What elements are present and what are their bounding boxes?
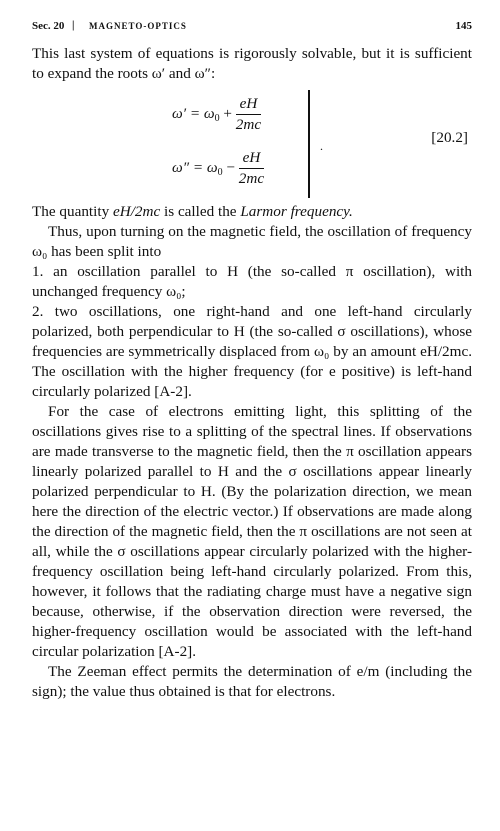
splitting-paragraph: Thus, upon turning on the magnetic field, the oscillation of frequency ω₀ has been split into — [32, 223, 472, 260]
plus-sign: + — [223, 104, 232, 122]
equation-20-2 — [32, 84, 472, 202]
fraction-1 — [236, 94, 261, 135]
page-body — [32, 44, 472, 702]
omega-subscript-2: 0 — [217, 166, 223, 178]
equation-lhs-2: ω″ = ω — [172, 158, 218, 176]
fraction-2 — [239, 148, 264, 189]
larmor-text-2: is called the — [160, 203, 241, 220]
fraction-numerator-2: eH — [239, 148, 264, 169]
fraction-denominator-1: 2mc — [235, 116, 262, 133]
equation-number: [20.2] — [431, 129, 468, 146]
header-divider: | — [72, 19, 75, 31]
larmor-text-1: The quantity — [32, 203, 113, 220]
section-label: Sec. 20 — [32, 20, 65, 32]
running-header — [32, 20, 472, 38]
list-item-2: 2. two oscillations, one right-hand and one left-hand circularly polarized, both perpendicular to H (the so-called σ oscillations), whose frequencies are symmetrically displaced from ω₀ by an amount eH/2mc. The oscillation with the higher frequency (for e positive) is left-hand circularly polarized [A-2]. — [32, 303, 472, 400]
larmor-formula: eH/2mc — [112, 203, 161, 220]
equation-brace — [308, 90, 310, 198]
minus-sign: − — [226, 158, 235, 176]
larmor-paragraph — [32, 202, 472, 222]
electron-paragraph: For the case of electrons emitting light, this splitting of the oscillations gives rise to a splitting of the spectral lines. If observations are made transverse to the magnetic field, then the π oscillation appears linearly polarized parallel to H and the σ oscillations appear linearly polarized perpendicular to H. (By the polarization direction, we mean here the direction of the electric vector.) If observations are made along the direction of the magnetic field, then the π oscillations are not seen at all, while the σ oscillations appear circularly polarized with the higher-frequency oscillation being left-hand circularly polarized. From this, however, it follows that the radiating charge must have a negative sign because, otherwise, if the observation direction were reversed, the higher-frequency oscillation would be associated with the left-hand circular polarization [A-2]. — [32, 403, 472, 660]
larmor-term: Larmor frequency. — [240, 203, 353, 220]
zeeman-paragraph: The Zeeman effect permits the determination of e/m (including the sign); the value thus obtained is that for electrons. — [32, 663, 472, 700]
fraction-numerator-1: eH — [236, 94, 261, 115]
list-item-1: 1. an oscillation parallel to H (the so-called π oscillation), with unchanged frequency ω₀; — [32, 263, 472, 300]
fraction-denominator-2: 2mc — [238, 170, 265, 187]
intro-paragraph: This last system of equations is rigorously solvable, but it is sufficient to expand the roots ω′ and ω″: — [32, 45, 472, 82]
chapter-title: MAGNETO-OPTICS — [89, 21, 187, 31]
equation-lhs-1: ω′ = ω — [172, 104, 215, 122]
equation-comma: . — [320, 139, 323, 153]
equation-line-2 — [172, 148, 264, 189]
page-number: 145 — [455, 20, 472, 32]
equation-line-1 — [172, 94, 261, 135]
omega-subscript-1: 0 — [214, 112, 220, 124]
